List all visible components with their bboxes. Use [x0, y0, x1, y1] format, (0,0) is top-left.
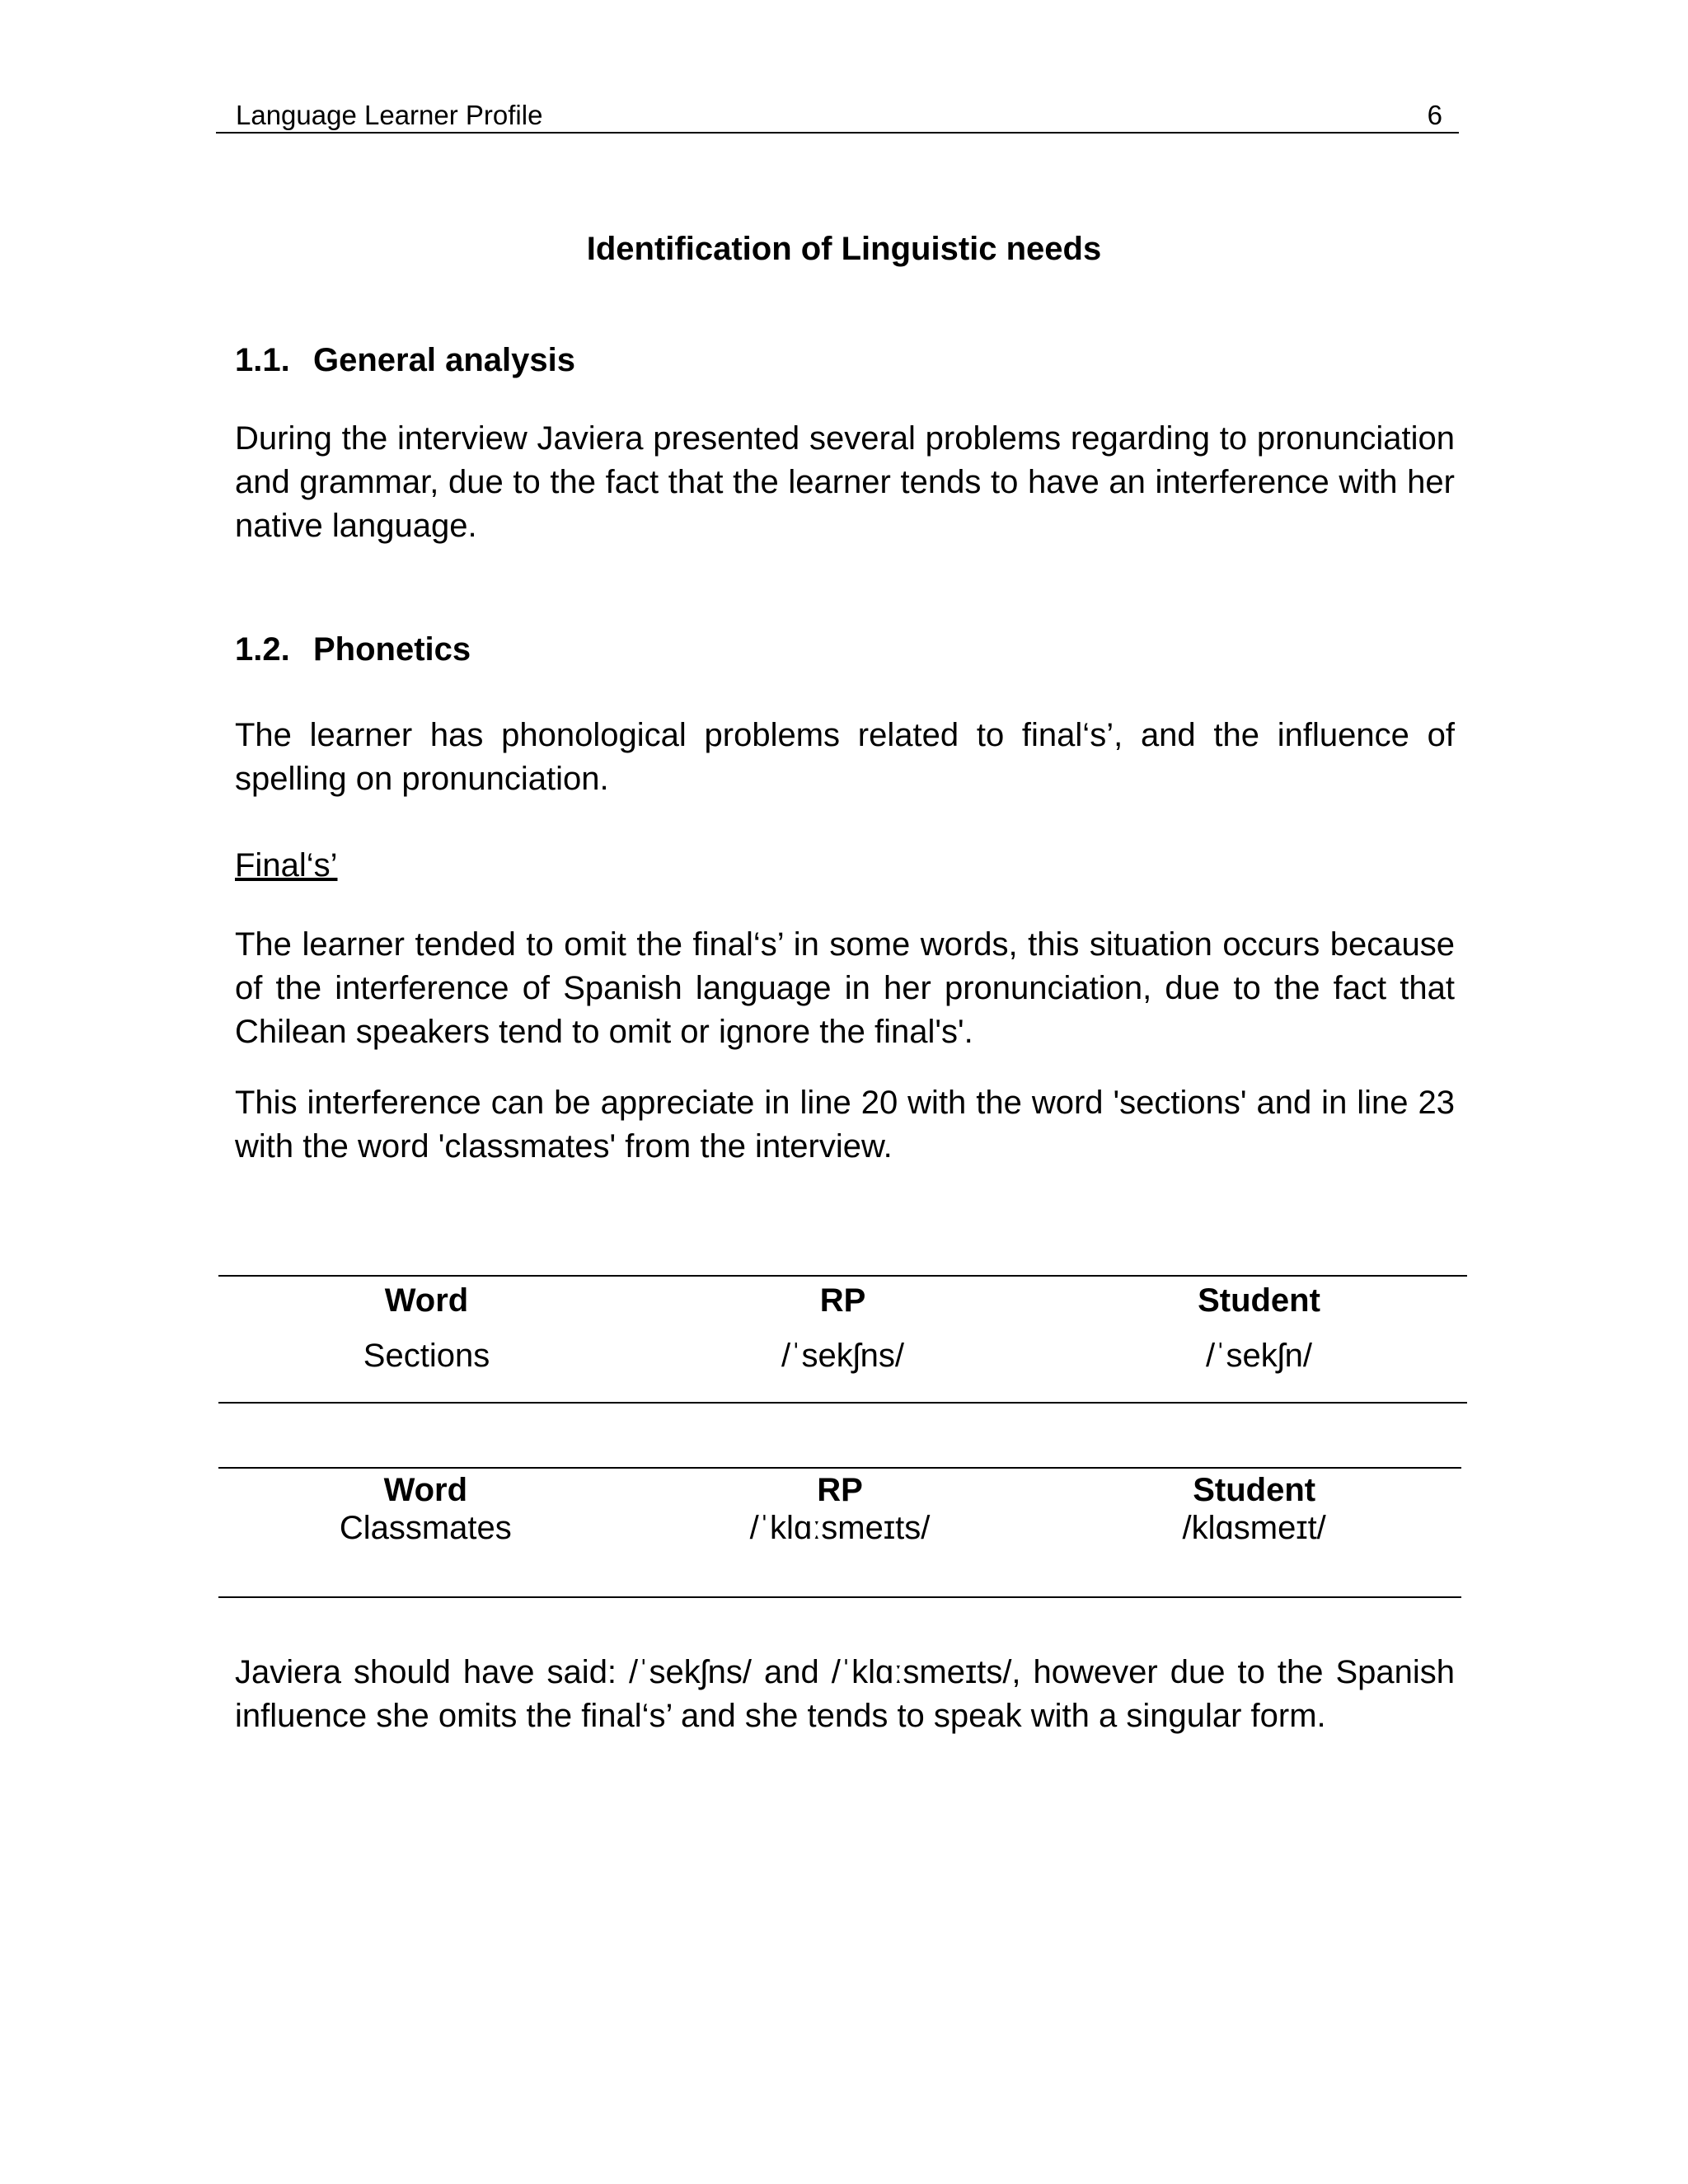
paragraph-phonetics: The learner has phonological problems related to final‘s’, and the influence of spelling on pronunciation.: [235, 717, 1455, 797]
spacer-cell: [633, 1547, 1048, 1597]
table-header-row: [218, 1276, 1467, 1321]
spacer-cell: [1047, 1547, 1461, 1597]
column-header-student: Student: [1198, 1282, 1320, 1319]
paragraph-conclusion: Javiera should have said: /ˈsekʃns/ and /ˈklɑːsmeɪts/, however due to the Spanish influence she omits the final‘s’ and she tends to speak with a singular form.: [235, 1654, 1455, 1734]
cell-rp: /ˈsekʃns/: [781, 1338, 904, 1374]
pronunciation-table-classmates: [218, 1467, 1461, 1598]
document-title: Identification of Linguistic needs: [586, 231, 1102, 267]
header-title: Language Learner Profile: [236, 100, 543, 130]
section-number: 1.2.: [235, 631, 290, 668]
column-header-rp: RP: [819, 1282, 866, 1319]
paragraph-omit-final-s: The learner tended to omit the final‘s’ in some words, this situation occurs because of the interference of Spanish language in her pronunciation, due to the fact that Chilean speakers tend to omit or ignore the final's'.: [235, 926, 1455, 1050]
page-number: 6: [1427, 100, 1442, 130]
column-header-word: Word: [383, 1471, 468, 1508]
cell-word: Classmates: [339, 1510, 512, 1546]
pronunciation-table-sections: [218, 1275, 1467, 1404]
paragraph-interference-example: This interference can be appreciate in line 20 with the word 'sections' and in line 23 with the word 'classmates' from the interview.: [235, 1085, 1455, 1165]
paragraph-general-analysis: During the interview Javiera presented several problems regarding to pronunciation and grammar, due to the fact that the learner tends to have an interference with her native language.: [235, 420, 1455, 544]
column-header-rp: RP: [817, 1471, 863, 1508]
cell-word: Sections: [363, 1338, 490, 1374]
cell-rp: /ˈklɑːsmeɪts/: [749, 1510, 931, 1546]
column-header-student: Student: [1193, 1471, 1316, 1508]
section-title: General analysis: [313, 342, 575, 378]
table-row: [218, 1321, 1467, 1403]
subheading-final-s: Final‘s’: [235, 847, 338, 883]
section-number: 1.1.: [235, 342, 290, 378]
cell-student: /ˈsekʃn/: [1206, 1338, 1312, 1374]
table-header-row: [218, 1468, 1461, 1510]
section-title: Phonetics: [313, 631, 471, 668]
spacer-cell: [218, 1547, 633, 1597]
section-heading-phonetics: [235, 631, 471, 668]
cell-student: /klɑsmeɪt/: [1182, 1510, 1326, 1546]
table-row: [218, 1510, 1461, 1547]
section-heading-general-analysis: [235, 342, 575, 379]
column-header-word: Word: [384, 1282, 469, 1319]
running-header: [216, 92, 1459, 134]
table-spacer-row: [218, 1547, 1461, 1597]
